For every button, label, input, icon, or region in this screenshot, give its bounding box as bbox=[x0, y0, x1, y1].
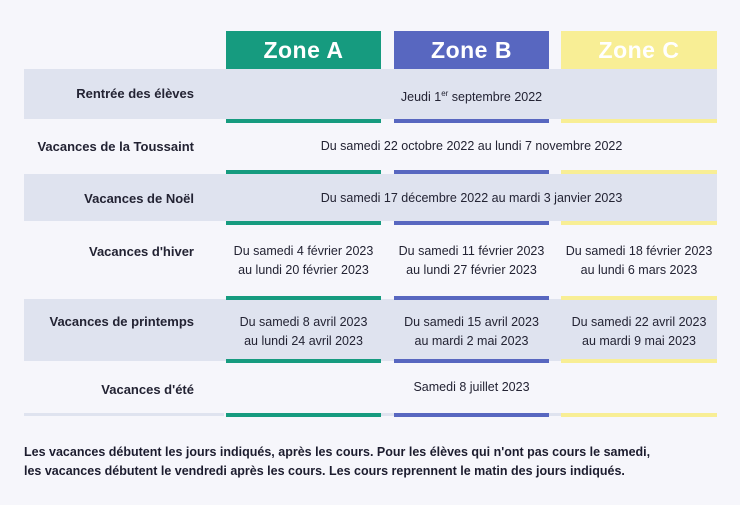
zone-a-divider bbox=[226, 170, 381, 174]
toussaint-date: Du samedi 22 octobre 2022 au lundi 7 novembre 2022 bbox=[320, 139, 623, 153]
zone-c-divider bbox=[561, 359, 717, 363]
footnote-line-1: Les vacances débutent les jours indiqués, après les cours. Pour les élèves qui n'ont pas cours le samedi, bbox=[24, 445, 651, 459]
zone-b-divider bbox=[394, 359, 549, 363]
ete-date: Samedi 8 juillet 2023 bbox=[413, 380, 530, 394]
zone-b-divider bbox=[394, 413, 549, 417]
rentree-date-prefix: Jeudi 1 bbox=[400, 90, 442, 105]
footnote-line-2: les vacances débutent le vendredi après les cours. Les cours reprennent le matin des jours indiqués. bbox=[24, 464, 625, 478]
zone-c-header: Zone C bbox=[561, 31, 717, 69]
printemps-zone-c-end: au mardi 9 mai 2023 bbox=[582, 334, 696, 348]
hiver-zone-c-dates bbox=[559, 242, 719, 280]
row-label-noel: Vacances de Noël bbox=[84, 191, 194, 206]
printemps-zone-a-dates bbox=[224, 313, 383, 351]
zone-a-divider bbox=[226, 221, 381, 225]
hiver-zone-c-start: Du samedi 18 février 2023 bbox=[565, 244, 713, 258]
hiver-zone-a-start: Du samedi 4 février 2023 bbox=[233, 244, 374, 258]
rentree-date bbox=[226, 84, 717, 107]
zone-b-divider bbox=[394, 221, 549, 225]
rentree-date-suffix: septembre 2022 bbox=[448, 90, 543, 105]
bottom-rule bbox=[24, 413, 224, 416]
bottom-rule bbox=[381, 413, 394, 416]
bottom-rule bbox=[549, 413, 561, 416]
zone-a-header: Zone A bbox=[226, 31, 381, 69]
zone-a-divider bbox=[226, 119, 381, 123]
zone-b-header: Zone B bbox=[394, 31, 549, 69]
hiver-zone-b-start: Du samedi 11 février 2023 bbox=[398, 244, 545, 258]
hiver-zone-b-end: au lundi 27 février 2023 bbox=[406, 263, 537, 277]
zone-a-divider bbox=[226, 359, 381, 363]
zone-c-divider bbox=[561, 413, 717, 417]
printemps-zone-b-end: au mardi 2 mai 2023 bbox=[414, 334, 529, 348]
printemps-zone-a-end: au lundi 24 avril 2023 bbox=[244, 334, 363, 348]
zone-c-divider bbox=[561, 296, 717, 300]
printemps-zone-b-dates bbox=[392, 313, 551, 351]
printemps-zone-c-dates bbox=[559, 313, 719, 351]
footnote bbox=[24, 443, 724, 481]
zone-b-divider bbox=[394, 296, 549, 300]
row-label-toussaint: Vacances de la Toussaint bbox=[37, 139, 194, 154]
row-label-ete: Vacances d'été bbox=[101, 382, 194, 397]
rentree-date-sup: er bbox=[441, 89, 449, 98]
zone-b-divider bbox=[394, 170, 549, 174]
printemps-zone-c-start: Du samedi 22 avril 2023 bbox=[571, 315, 707, 329]
zone-a-divider bbox=[226, 413, 381, 417]
row-label-hiver: Vacances d'hiver bbox=[89, 244, 194, 259]
zone-b-divider bbox=[394, 119, 549, 123]
zone-c-divider bbox=[561, 221, 717, 225]
zone-c-divider bbox=[561, 170, 717, 174]
row-label-rentree: Rentrée des élèves bbox=[76, 86, 194, 101]
zone-a-divider bbox=[226, 296, 381, 300]
hiver-zone-b-dates bbox=[392, 242, 551, 280]
hiver-zone-c-end: au lundi 6 mars 2023 bbox=[580, 263, 698, 277]
noel-date: Du samedi 17 décembre 2022 au mardi 3 janvier 2023 bbox=[320, 191, 623, 205]
printemps-zone-b-start: Du samedi 15 avril 2023 bbox=[404, 315, 539, 329]
row-label-printemps: Vacances de printemps bbox=[49, 314, 194, 329]
printemps-zone-a-start: Du samedi 8 avril 2023 bbox=[239, 315, 368, 329]
zone-c-divider bbox=[561, 119, 717, 123]
hiver-zone-a-end: au lundi 20 février 2023 bbox=[238, 263, 369, 277]
hiver-zone-a-dates bbox=[224, 242, 383, 280]
